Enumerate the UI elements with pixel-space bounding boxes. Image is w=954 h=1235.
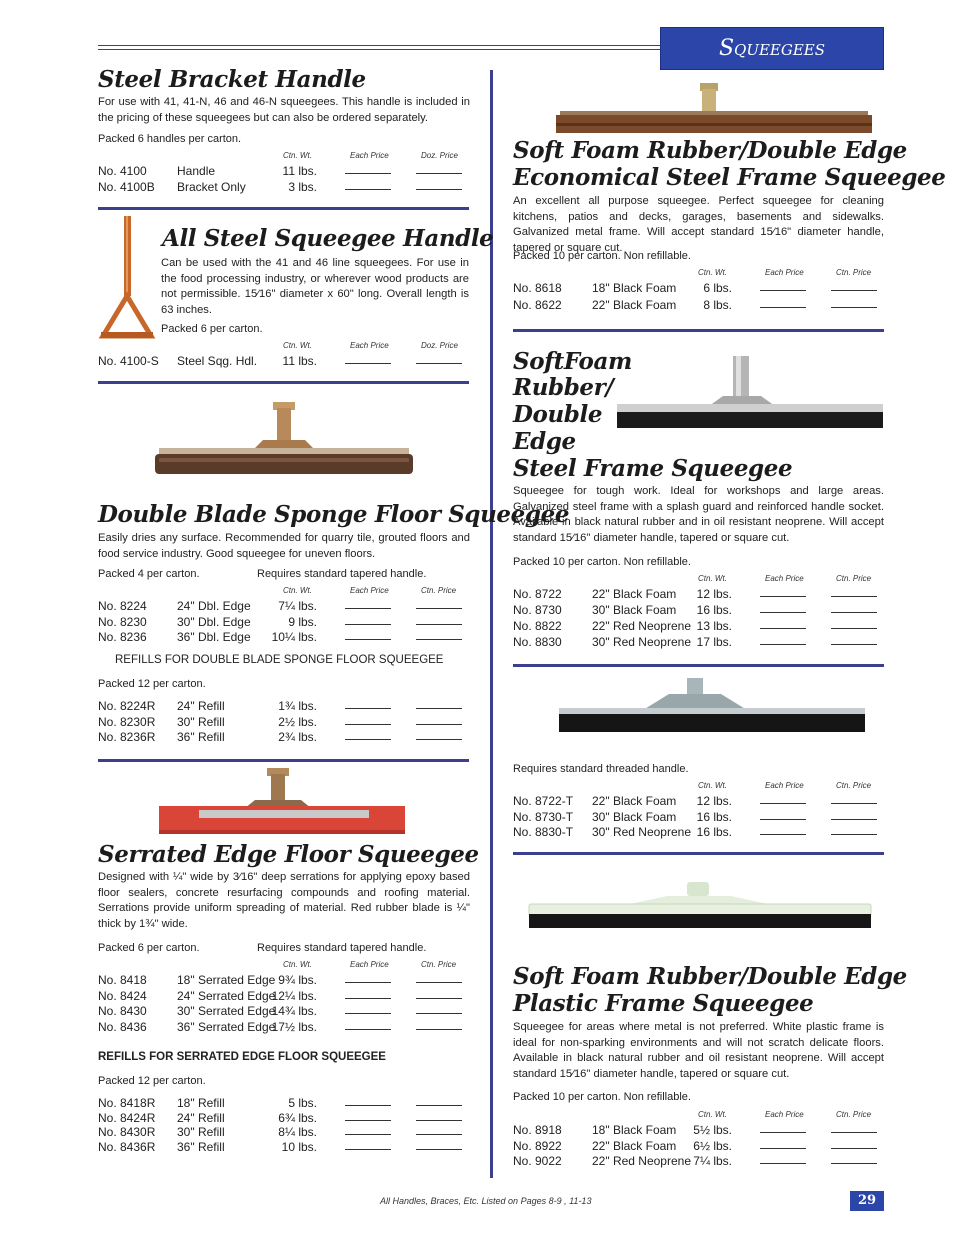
item-number: No. 4100B xyxy=(98,179,155,194)
item-number: No. 9022 xyxy=(513,1154,562,1168)
table-row xyxy=(513,619,885,634)
item-number: No. 8236R xyxy=(98,730,156,744)
item-name: 22" Black Foam xyxy=(592,794,677,808)
item-name: 18" Serrated Edge xyxy=(177,973,276,987)
item-number: No. 8830-T xyxy=(513,825,574,839)
second-price-blank xyxy=(416,600,462,609)
second-price-blank xyxy=(416,165,462,174)
threaded-image xyxy=(557,672,867,736)
economical-packed: Packed 10 per carton. Non refillable. xyxy=(513,250,691,262)
double-blade-refill-title: REFILLS FOR DOUBLE BLADE SPONGE FLOOR SQUEEGEE xyxy=(115,654,444,666)
item-weight: 6 lbs. xyxy=(703,281,732,295)
item-weight: 6½ lbs. xyxy=(693,1138,732,1153)
item-name: 22" Black Foam xyxy=(592,1138,677,1153)
item-weight: 1¾ lbs. xyxy=(278,699,317,713)
each-price-blank xyxy=(345,600,391,609)
each-price-blank xyxy=(760,811,806,820)
second-price-blank xyxy=(416,1126,462,1135)
steel-handle-image xyxy=(97,214,161,342)
second-price-blank xyxy=(831,826,877,835)
item-name: 22" Black Foam xyxy=(592,587,677,601)
bracket-packed: Packed 6 handles per carton. xyxy=(98,133,242,145)
item-name: 24" Dbl. Edge xyxy=(177,599,251,613)
each-price-blank xyxy=(760,604,806,613)
item-number: No. 8922 xyxy=(513,1138,562,1153)
serrated-packed: Packed 6 per carton. xyxy=(98,942,200,954)
each-price-blank xyxy=(345,631,391,640)
second-price-blank xyxy=(831,1140,877,1149)
each-price-blank xyxy=(760,636,806,645)
steel-frame-title-line: Double xyxy=(513,401,603,428)
second-price-blank xyxy=(416,974,462,983)
col-each-price: Each Price xyxy=(350,586,389,595)
item-name: 30" Red Neoprene xyxy=(592,825,691,839)
item-number: No. 8430 xyxy=(98,1004,147,1018)
each-price-blank xyxy=(345,731,391,740)
section-title: Squeegees xyxy=(660,27,884,70)
item-name: 18" Black Foam xyxy=(592,281,677,295)
item-weight: 10¼ lbs. xyxy=(271,630,317,644)
each-price-blank xyxy=(760,1124,806,1133)
item-name: 36" Serrated Edge xyxy=(177,1019,276,1034)
col-doz-price: Doz. Price xyxy=(421,151,458,160)
item-weight: 5 lbs. xyxy=(288,1096,317,1110)
each-price-blank xyxy=(760,795,806,804)
item-number: No. 8918 xyxy=(513,1123,562,1137)
item-weight: 13 lbs. xyxy=(696,619,732,633)
second-price-blank xyxy=(416,181,462,190)
item-weight: 9 lbs. xyxy=(288,614,317,629)
second-price-blank xyxy=(416,1141,462,1150)
second-price-blank xyxy=(416,716,462,725)
bracket-desc: For use with 41, 41-N, 46 and 46-N squeegees. This handle is included in the pricing of these squeegees but can also be ordered separately. xyxy=(98,96,470,124)
item-number: No. 8436R xyxy=(98,1139,156,1154)
double-blade-title: Double Blade Sponge Floor Squeegee xyxy=(98,501,570,528)
second-price-blank xyxy=(831,282,877,291)
item-name: 24" Refill xyxy=(177,1110,225,1125)
steel-frame-title-line: Steel Frame Squeegee xyxy=(513,455,793,482)
second-price-blank xyxy=(416,990,462,999)
item-name: 30" Dbl. Edge xyxy=(177,614,251,629)
serrated-title: Serrated Edge Floor Squeegee xyxy=(98,841,479,868)
table-row xyxy=(98,1096,470,1111)
each-price-blank xyxy=(760,620,806,629)
table-row xyxy=(98,615,470,630)
table-row xyxy=(98,1125,470,1140)
col-each-price: Each Price xyxy=(765,781,804,790)
table-row xyxy=(98,989,470,1004)
serrated-refill-packed: Packed 12 per carton. xyxy=(98,1075,206,1087)
item-weight: 12¼ lbs. xyxy=(271,988,317,1003)
item-weight: 7¼ lbs. xyxy=(278,599,317,613)
second-price-blank xyxy=(416,631,462,640)
second-price-blank xyxy=(831,620,877,629)
economical-desc: An excellent all purpose squeegee. Perfect squeegee for cleaning kitchens, patios and decks, garages, basements and sidewalks. Galvanized metal frame. Will accept standard 15⁄16" diameter handle, tapered or square cut. xyxy=(513,195,884,254)
item-number: No. 8430R xyxy=(98,1125,156,1139)
col-ctn-price: Ctn. Price xyxy=(836,1110,872,1119)
col-each-price: Each Price xyxy=(350,151,389,160)
table-row xyxy=(513,603,885,618)
table-row xyxy=(98,973,470,988)
plastic-desc: Squeegee for areas where metal is not preferred. White plastic frame is ideal for non-sparking environments and will not scratch delicate floors. Available in black natural rubber and oil resistant neoprene. Will accept standard 15⁄16" diameter handle, tapered or square cut. xyxy=(513,1021,884,1080)
item-name: 30" Refill xyxy=(177,1125,225,1139)
table-row xyxy=(98,630,470,645)
table-row xyxy=(513,1123,885,1138)
col-doz-price: Doz. Price xyxy=(421,341,458,350)
each-price-blank xyxy=(345,1097,391,1106)
each-price-blank xyxy=(760,282,806,291)
threaded-requires: Requires standard threaded handle. xyxy=(513,763,689,775)
item-number: No. 8236 xyxy=(98,630,147,644)
each-price-blank xyxy=(345,716,391,725)
item-name: Bracket Only xyxy=(177,179,246,194)
each-price-blank xyxy=(345,700,391,709)
item-weight: 7¼ lbs. xyxy=(693,1154,732,1168)
second-price-blank xyxy=(416,1005,462,1014)
item-weight: 17 lbs. xyxy=(696,635,732,649)
col-ctn-price: Ctn. Price xyxy=(421,586,457,595)
double-blade-refill-packed: Packed 12 per carton. xyxy=(98,678,206,690)
item-weight: 9¾ lbs. xyxy=(278,973,317,987)
table-row xyxy=(513,635,885,650)
each-price-blank xyxy=(760,1155,806,1164)
table-row xyxy=(513,587,885,602)
item-number: No. 8730-T xyxy=(513,809,574,824)
item-name: 30" Red Neoprene xyxy=(592,635,691,649)
item-weight: 12 lbs. xyxy=(696,794,732,808)
footer-note: All Handles, Braces, Etc. Listed on Pages 8-9 , 11-13 xyxy=(380,1196,592,1206)
col-ctn-wt: Ctn. Wt. xyxy=(283,341,312,350)
col-ctn-price: Ctn. Price xyxy=(836,781,872,790)
second-price-blank xyxy=(831,1155,877,1164)
item-number: No. 8436 xyxy=(98,1019,147,1034)
plastic-title-1: Soft Foam Rubber/Double Edge xyxy=(513,963,907,990)
double-blade-image xyxy=(153,400,415,480)
item-number: No. 8224 xyxy=(98,599,147,613)
table-row xyxy=(98,164,470,179)
steel-frame-image xyxy=(615,352,885,432)
col-each-price: Each Price xyxy=(765,1110,804,1119)
table-row xyxy=(513,794,885,809)
item-weight: 8¼ lbs. xyxy=(278,1125,317,1139)
item-number: No. 8730 xyxy=(513,603,562,617)
col-ctn-wt: Ctn. Wt. xyxy=(698,781,727,790)
item-number: No. 8722 xyxy=(513,587,562,601)
each-price-blank xyxy=(345,990,391,999)
each-price-blank xyxy=(345,355,391,364)
col-ctn-wt: Ctn. Wt. xyxy=(698,574,727,583)
item-number: No. 8418R xyxy=(98,1096,156,1110)
second-price-blank xyxy=(831,795,877,804)
item-weight: 8 lbs. xyxy=(703,297,732,312)
col-ctn-price: Ctn. Price xyxy=(836,268,872,277)
table-row xyxy=(98,715,470,730)
economical-image xyxy=(554,83,874,139)
table-row xyxy=(98,354,470,369)
serrated-image xyxy=(157,768,407,838)
item-number: No. 8618 xyxy=(513,281,562,295)
item-name: 18" Refill xyxy=(177,1096,225,1110)
table-row xyxy=(98,699,470,714)
second-price-blank xyxy=(416,700,462,709)
each-price-blank xyxy=(345,1126,391,1135)
serrated-desc: Designed with ¼" wide by 3⁄16" deep serrations for applying epoxy based floor sealers, concrete resurfacing compounds and roofing material. Serrations provide uniform spreading of material. Red rubber blade is ¼" thick by 1¾" wide. xyxy=(98,871,470,930)
item-name: 36" Refill xyxy=(177,1139,225,1154)
item-name: 24" Serrated Edge xyxy=(177,988,276,1003)
item-name: Steel Sqg. Hdl. xyxy=(177,354,258,368)
plastic-image xyxy=(527,880,873,940)
item-weight: 2½ lbs. xyxy=(278,714,317,729)
item-number: No. 4100 xyxy=(98,164,147,178)
steel-handle-title: All Steel Squeegee Handle xyxy=(162,225,494,252)
table-row xyxy=(513,1154,885,1169)
item-weight: 3 lbs. xyxy=(288,179,317,194)
item-number: No. 8622 xyxy=(513,297,562,312)
steel-frame-title-line: SoftFoam xyxy=(513,348,632,375)
table-row xyxy=(98,1020,470,1035)
second-price-blank xyxy=(831,636,877,645)
item-number: No. 8424R xyxy=(98,1110,156,1125)
table-row xyxy=(98,730,470,745)
table-row xyxy=(98,599,470,614)
item-weight: 11 lbs. xyxy=(282,164,317,178)
bracket-title: Steel Bracket Handle xyxy=(98,66,366,93)
each-price-blank xyxy=(345,165,391,174)
item-weight: 16 lbs. xyxy=(696,825,732,839)
item-number: No. 8830 xyxy=(513,635,562,649)
item-number: No. 8822 xyxy=(513,619,562,633)
second-price-blank xyxy=(831,811,877,820)
plastic-packed: Packed 10 per carton. Non refillable. xyxy=(513,1091,691,1103)
item-number: No. 4100-S xyxy=(98,354,159,368)
table-row xyxy=(513,298,885,313)
second-price-blank xyxy=(416,355,462,364)
each-price-blank xyxy=(345,1021,391,1030)
each-price-blank xyxy=(345,974,391,983)
table-row xyxy=(513,810,885,825)
double-blade-desc: Easily dries any surface. Recommended for quarry tile, grouted floors and food service industry. Good squeegee for uneven floors. xyxy=(98,532,470,560)
each-price-blank xyxy=(345,1112,391,1121)
item-number: No. 8424 xyxy=(98,988,147,1003)
serrated-refill-title: REFILLS FOR SERRATED EDGE FLOOR SQUEEGEE xyxy=(98,1051,386,1063)
table-row xyxy=(513,281,885,296)
second-price-blank xyxy=(416,1021,462,1030)
steel-frame-title-line: Rubber/ xyxy=(513,374,614,401)
second-price-blank xyxy=(416,731,462,740)
item-weight: 11 lbs. xyxy=(282,354,317,368)
each-price-blank xyxy=(345,1141,391,1150)
second-price-blank xyxy=(416,1112,462,1121)
table-row xyxy=(98,1140,470,1155)
item-weight: 14¾ lbs. xyxy=(271,1004,317,1018)
col-each-price: Each Price xyxy=(350,341,389,350)
economical-title-1: Soft Foam Rubber/Double Edge xyxy=(513,137,907,164)
col-ctn-wt: Ctn. Wt. xyxy=(283,586,312,595)
item-number: No. 8230 xyxy=(98,614,147,629)
item-number: No. 8230R xyxy=(98,714,156,729)
item-weight: 16 lbs. xyxy=(696,603,732,617)
item-name: 30" Serrated Edge xyxy=(177,1004,276,1018)
item-weight: 10 lbs. xyxy=(281,1139,317,1154)
serrated-requires: Requires standard tapered handle. xyxy=(257,942,427,954)
item-weight: 17½ lbs. xyxy=(271,1019,317,1034)
steel-handle-desc: Can be used with the 41 and 46 line squeegees. For use in the food processing industry, or wherever wood products are not permissible. 15⁄16" diameter x 60" long. Overall length is 63 inches. xyxy=(161,257,469,316)
item-name: 18" Black Foam xyxy=(592,1123,677,1137)
item-number: No. 8418 xyxy=(98,973,147,987)
item-weight: 6¾ lbs. xyxy=(278,1110,317,1125)
steel-handle-packed: Packed 6 per carton. xyxy=(161,323,263,335)
plastic-title-2: Plastic Frame Squeegee xyxy=(513,990,814,1017)
page-number: 29 xyxy=(850,1191,884,1211)
steel-frame-title-line: Edge xyxy=(513,428,576,455)
double-blade-requires: Requires standard tapered handle. xyxy=(257,568,427,580)
col-ctn-price: Ctn. Price xyxy=(421,960,457,969)
each-price-blank xyxy=(345,1005,391,1014)
item-name: 30" Black Foam xyxy=(592,603,677,617)
item-name: 22" Red Neoprene xyxy=(592,619,691,633)
each-price-blank xyxy=(760,1140,806,1149)
item-number: No. 8722-T xyxy=(513,794,574,808)
col-each-price: Each Price xyxy=(765,268,804,277)
item-weight: 12 lbs. xyxy=(696,587,732,601)
col-ctn-wt: Ctn. Wt. xyxy=(283,960,312,969)
table-row xyxy=(98,1004,470,1019)
steel-frame-packed: Packed 10 per carton. Non refillable. xyxy=(513,556,691,568)
table-row xyxy=(98,180,470,195)
second-price-blank xyxy=(831,588,877,597)
table-row xyxy=(513,1139,885,1154)
each-price-blank xyxy=(345,616,391,625)
item-name: 24" Refill xyxy=(177,699,225,713)
economical-title-2: Economical Steel Frame Squeegee xyxy=(513,164,946,191)
each-price-blank xyxy=(760,588,806,597)
col-each-price: Each Price xyxy=(350,960,389,969)
col-ctn-wt: Ctn. Wt. xyxy=(698,1110,727,1119)
second-price-blank xyxy=(416,616,462,625)
col-each-price: Each Price xyxy=(765,574,804,583)
item-number: No. 8224R xyxy=(98,699,156,713)
col-ctn-wt: Ctn. Wt. xyxy=(283,151,312,160)
item-name: 30" Black Foam xyxy=(592,809,677,824)
each-price-blank xyxy=(760,299,806,308)
item-name: 36" Refill xyxy=(177,730,225,744)
item-name: 30" Refill xyxy=(177,714,225,729)
item-name: 36" Dbl. Edge xyxy=(177,630,251,644)
each-price-blank xyxy=(345,181,391,190)
each-price-blank xyxy=(760,826,806,835)
item-weight: 5½ lbs. xyxy=(693,1123,732,1137)
col-ctn-price: Ctn. Price xyxy=(836,574,872,583)
second-price-blank xyxy=(831,604,877,613)
item-name: 22" Black Foam xyxy=(592,297,677,312)
item-weight: 2¾ lbs. xyxy=(278,730,317,744)
double-blade-packed: Packed 4 per carton. xyxy=(98,568,200,580)
item-weight: 16 lbs. xyxy=(696,809,732,824)
col-ctn-wt: Ctn. Wt. xyxy=(698,268,727,277)
item-name: 22" Red Neoprene xyxy=(592,1154,691,1168)
item-name: Handle xyxy=(177,164,216,178)
table-row xyxy=(513,825,885,840)
table-row xyxy=(98,1111,470,1126)
second-price-blank xyxy=(831,1124,877,1133)
second-price-blank xyxy=(416,1097,462,1106)
steel-frame-desc: Squeegee for tough work. Ideal for workshops and large areas. Galvanized steel frame with a splash guard and reinforced handle socket. Available in black natural rubber and in oil resistant neoprene. Will accept standard 15⁄16" diameter handle, tapered or square cut. xyxy=(513,485,884,544)
second-price-blank xyxy=(831,299,877,308)
